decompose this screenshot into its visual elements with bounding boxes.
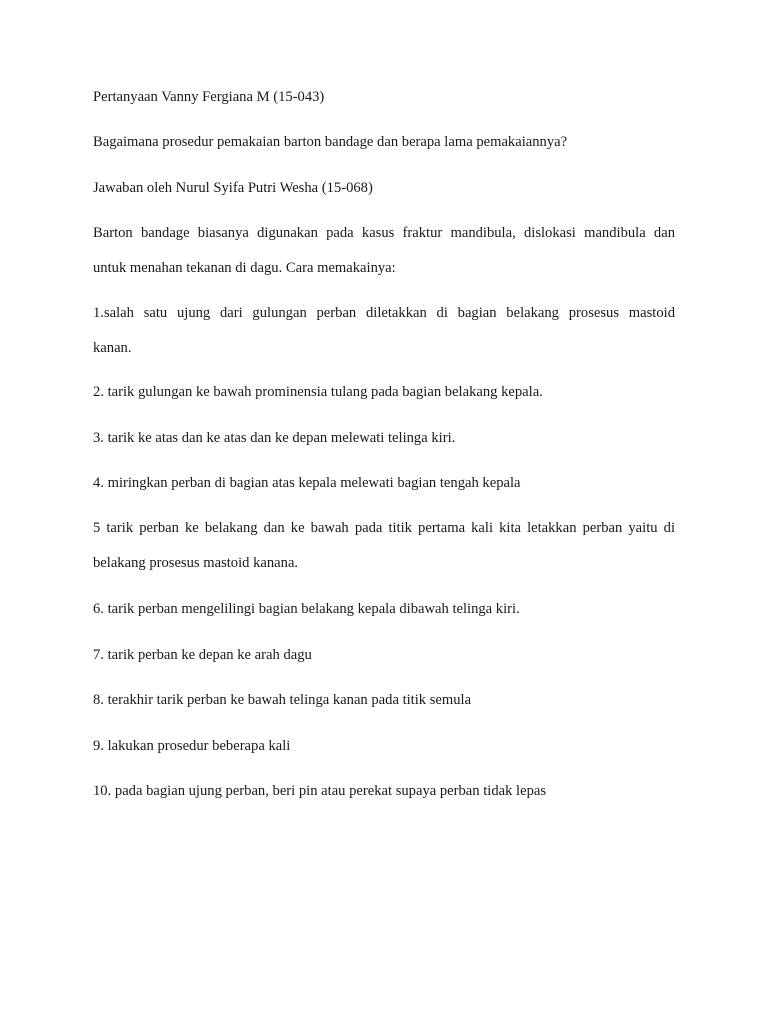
step-1-line-1: 1.salah satu ujung dari gulungan perban diletakkan di bagian belakang prosesus mastoid <box>93 305 675 321</box>
question-header: Pertanyaan Vanny Fergiana M (15-043) <box>93 89 325 105</box>
step-3: 3. tarik ke atas dan ke atas dan ke depan melewati telinga kiri. <box>93 430 456 446</box>
step-7: 7. tarik perban ke depan ke arah dagu <box>93 647 312 663</box>
step-2: 2. tarik gulungan ke bawah prominensia tulang pada bagian belakang kepala. <box>93 384 543 400</box>
answer-header: Jawaban oleh Nurul Syifa Putri Wesha (15-068) <box>93 180 373 196</box>
step-9: 9. lakukan prosedur beberapa kali <box>93 738 291 754</box>
step-10: 10. pada bagian ujung perban, beri pin atau perekat supaya perban tidak lepas <box>93 783 547 799</box>
step-6: 6. tarik perban mengelilingi bagian belakang kepala dibawah telinga kiri. <box>93 601 520 617</box>
question-text: Bagaimana prosedur pemakaian barton bandage dan berapa lama pemakaiannya? <box>93 134 568 150</box>
step-5-line-2: belakang prosesus mastoid kanana. <box>93 555 299 571</box>
intro-paragraph-line-2: untuk menahan tekanan di dagu. Cara memakainya: <box>93 260 396 276</box>
step-5-line-1: 5 tarik perban ke belakang dan ke bawah pada titik pertama kali kita letakkan perban yaitu di <box>93 520 675 536</box>
step-1-line-2: kanan. <box>93 340 132 356</box>
step-4: 4. miringkan perban di bagian atas kepala melewati bagian tengah kepala <box>93 475 521 491</box>
step-8: 8. terakhir tarik perban ke bawah telinga kanan pada titik semula <box>93 692 472 708</box>
intro-paragraph-line-1: Barton bandage biasanya digunakan pada kasus fraktur mandibula, dislokasi mandibula dan <box>93 225 675 241</box>
